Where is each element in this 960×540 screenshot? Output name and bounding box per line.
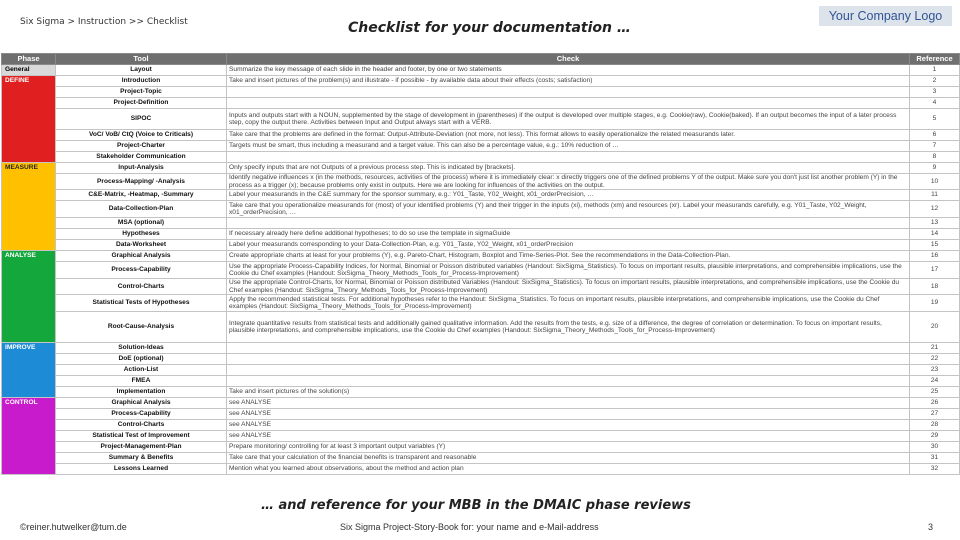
table-row — [2, 431, 960, 442]
tool-cell: Input-Analysis — [56, 163, 227, 174]
tool-cell: Project-Definition — [56, 98, 227, 109]
table-row — [2, 98, 960, 109]
reference-cell: 25 — [910, 387, 960, 398]
check-cell: Label your measurands in the C&E summary for the sponsor summary, e.g.: Y01_Taste, Y02_Weight, x01_orderPrecision, … — [227, 190, 910, 201]
check-cell: Take and insert pictures of the solution(s) — [227, 387, 910, 398]
check-cell: Prepare monitoring/ controlling for at least 3 important output variables (Y) — [227, 442, 910, 453]
reference-cell: 21 — [910, 343, 960, 354]
table-row — [2, 464, 960, 475]
reference-cell: 23 — [910, 365, 960, 376]
tool-cell: Control-Charts — [56, 279, 227, 295]
footer-project-storybook: Six Sigma Project-Story-Book for: your name and e-Mail-address — [340, 522, 599, 532]
tool-cell: C&E-Matrix, -Heatmap, -Summary — [56, 190, 227, 201]
reference-cell: 11 — [910, 190, 960, 201]
table-row — [2, 312, 960, 343]
tool-cell: Project-Charter — [56, 141, 227, 152]
breadcrumb: Six Sigma > Instruction >> Checklist — [20, 17, 188, 27]
tool-cell: Project-Topic — [56, 87, 227, 98]
tool-cell: Solution-Ideas — [56, 343, 227, 354]
check-cell: see ANALYSE — [227, 398, 910, 409]
reference-cell: 2 — [910, 76, 960, 87]
tool-cell: Statistical Tests of Hypotheses — [56, 295, 227, 312]
table-row — [2, 398, 960, 409]
check-cell: Inputs and outputs start with a NOUN, supplemented by the stage of development in (parentheses) if the output is developed over multiple stages, e.g. Cookie(raw), Cookie(baked). If an output becomes the input of a later process step, copy the output there. Activities between Input and Output always start with a VERB. — [227, 109, 910, 130]
reference-cell: 28 — [910, 420, 960, 431]
reference-cell: 9 — [910, 163, 960, 174]
reference-cell: 29 — [910, 431, 960, 442]
tool-cell: Graphical Analysis — [56, 398, 227, 409]
tool-cell: Process-Mapping/ -Analysis — [56, 174, 227, 190]
check-cell: Take care that your calculation of the financial benefits is transparent and reasonable — [227, 453, 910, 464]
column-header-tool: Tool — [56, 54, 227, 65]
phase-label: MEASURE — [2, 163, 56, 251]
table-row — [2, 376, 960, 387]
check-cell — [227, 87, 910, 98]
company-logo: Your Company Logo — [819, 6, 952, 26]
reference-cell: 3 — [910, 87, 960, 98]
reference-cell: 30 — [910, 442, 960, 453]
tool-cell: Control-Charts — [56, 420, 227, 431]
tool-cell: DoE (optional) — [56, 354, 227, 365]
table-row — [2, 65, 960, 76]
check-cell: Summarize the key message of each slide in the header and footer, by one or two statements — [227, 65, 910, 76]
reference-cell: 6 — [910, 130, 960, 141]
table-row — [2, 87, 960, 98]
table-row — [2, 387, 960, 398]
phase-label: General — [2, 65, 56, 76]
checklist-table — [1, 53, 960, 475]
table-row — [2, 190, 960, 201]
check-cell — [227, 152, 910, 163]
footer-email: ©reiner.hutwelker@tum.de — [20, 522, 127, 532]
table-row — [2, 218, 960, 229]
tool-cell: Lessons Learned — [56, 464, 227, 475]
table-row — [2, 365, 960, 376]
reference-cell: 16 — [910, 251, 960, 262]
tool-cell: SIPOC — [56, 109, 227, 130]
check-cell: Use the appropriate Process-Capability Indices, for Normal, Binomial or Poisson distributed variables (Handout: SixSigma_Statistics). To focus on important results, plausible interpretations, and comprehensible implications, use the Cookie du Chef examples (Handout: SixSigma_Theory_Methods_Tools_for_Process-Improvement) — [227, 262, 910, 279]
tool-cell: Stakeholder Communication — [56, 152, 227, 163]
table-row — [2, 420, 960, 431]
reference-cell: 5 — [910, 109, 960, 130]
reference-cell: 32 — [910, 464, 960, 475]
check-cell: Create appropriate charts at least for your problems (Y), e.g. Pareto-Chart, Histogram, Boxplot and Time-Series-Plot. See the recommendations in the Data-Collection-Plan. — [227, 251, 910, 262]
check-cell: Targets must be smart, thus including a measurand and a target value. This can also be a percentage value, e.g.: 10% reduction of … — [227, 141, 910, 152]
column-header-reference: Reference — [910, 54, 960, 65]
table-header-row — [2, 54, 960, 65]
tool-cell: Data-Worksheet — [56, 240, 227, 251]
check-cell: Take care that you operationalize measurands for (most) of your identified problems (Y) and their trigger in the inputs (xi), methods (xm) and resources (xr). Label your measurands carefully, e.g. Y01_Taste, Y02_Weight, x01_orderPrecision, … — [227, 201, 910, 218]
check-cell — [227, 98, 910, 109]
check-cell — [227, 218, 910, 229]
phase-label: IMPROVE — [2, 343, 56, 398]
table-row — [2, 201, 960, 218]
reference-cell: 4 — [910, 98, 960, 109]
table-row — [2, 262, 960, 279]
check-cell: Mention what you learned about observations, about the method and action plan — [227, 464, 910, 475]
tool-cell: Process-Capability — [56, 262, 227, 279]
reference-cell: 22 — [910, 354, 960, 365]
tool-cell: Action-List — [56, 365, 227, 376]
check-cell: Label your measurands corresponding to your Data-Collection-Plan, e.g. Y01_Taste, Y02_Weight, x01_orderPrecision — [227, 240, 910, 251]
reference-cell: 12 — [910, 201, 960, 218]
column-header-check: Check — [227, 54, 910, 65]
table-row — [2, 229, 960, 240]
reference-cell: 1 — [910, 65, 960, 76]
check-cell: see ANALYSE — [227, 409, 910, 420]
subtitle: … and reference for your MBB in the DMAIC phase reviews — [261, 498, 691, 513]
table-row — [2, 109, 960, 130]
tool-cell: Project-Management-Plan — [56, 442, 227, 453]
table-row — [2, 354, 960, 365]
reference-cell: 19 — [910, 295, 960, 312]
table-row — [2, 130, 960, 141]
table-row — [2, 409, 960, 420]
phase-label: DEFINE — [2, 76, 56, 163]
table-row — [2, 163, 960, 174]
check-cell: Take care that the problems are defined in the format: Output-Attribute-Deviation (not more, not less). This format allows to easily operationalize the related measurands later. — [227, 130, 910, 141]
check-cell: Use the appropriate Control-Charts, for Normal, Binomial or Poisson distributed Variables (Handout: SixSigma_Statistics). To focus on important results, plausible interpretations, and comprehensible implications, use the Cookie du Chef examples (Handout: SixSigma_Theory_Methods_Tools_for_Process-Improvement) — [227, 279, 910, 295]
table-row — [2, 240, 960, 251]
check-cell — [227, 343, 910, 354]
reference-cell: 10 — [910, 174, 960, 190]
table-row — [2, 76, 960, 87]
check-cell: Only specify inputs that are not Outputs of a previous process step. This is indicated by [brackets]. — [227, 163, 910, 174]
check-cell: see ANALYSE — [227, 431, 910, 442]
check-cell: see ANALYSE — [227, 420, 910, 431]
reference-cell: 24 — [910, 376, 960, 387]
check-cell: Take and insert pictures of the problem(s) and illustrate - if possible - by available data about their effects (costs; satisfaction) — [227, 76, 910, 87]
page-title: Checklist for your documentation … — [348, 20, 631, 36]
check-cell — [227, 376, 910, 387]
tool-cell: Summary & Benefits — [56, 453, 227, 464]
table-row — [2, 251, 960, 262]
table-row — [2, 442, 960, 453]
reference-cell: 31 — [910, 453, 960, 464]
table-row — [2, 295, 960, 312]
table-row — [2, 174, 960, 190]
table-row — [2, 343, 960, 354]
checklist-body — [2, 65, 960, 475]
reference-cell: 18 — [910, 279, 960, 295]
page-number: 3 — [928, 522, 934, 532]
tool-cell: Introduction — [56, 76, 227, 87]
phase-label: CONTROL — [2, 398, 56, 475]
reference-cell: 14 — [910, 229, 960, 240]
check-cell: If necessary already here define additional hypotheses; to do so use the template in sigmaGuide — [227, 229, 910, 240]
tool-cell: Data-Collection-Plan — [56, 201, 227, 218]
check-cell: Apply the recommended statistical tests. For additional hypotheses refer to the Handout: SixSigma_Statistics. To focus on important results, plausible interpretations, and comprehensible implications, use the Cookie du Chef examples (Handout: SixSigma_Theory_Methods_Tools_for_Process-Improvement) — [227, 295, 910, 312]
tool-cell: FMEA — [56, 376, 227, 387]
tool-cell: VoC/ VoB/ CtQ (Voice to Criticals) — [56, 130, 227, 141]
reference-cell: 15 — [910, 240, 960, 251]
tool-cell: Statistical Test of Improvement — [56, 431, 227, 442]
reference-cell: 20 — [910, 312, 960, 343]
table-row — [2, 152, 960, 163]
table-row — [2, 453, 960, 464]
reference-cell: 17 — [910, 262, 960, 279]
table-row — [2, 141, 960, 152]
reference-cell: 27 — [910, 409, 960, 420]
check-cell — [227, 365, 910, 376]
tool-cell: Implementation — [56, 387, 227, 398]
reference-cell: 13 — [910, 218, 960, 229]
tool-cell: MSA (optional) — [56, 218, 227, 229]
tool-cell: Root-Cause-Analysis — [56, 312, 227, 343]
reference-cell: 7 — [910, 141, 960, 152]
column-header-phase: Phase — [2, 54, 56, 65]
reference-cell: 8 — [910, 152, 960, 163]
check-cell: Integrate quantitative results from statistical tests and additionally gained qualitative information. Add the results from the tests, e.g. size of a difference, the degree of correlation or determination. To focus on important results, plausible interpretations, and comprehensible implications, use the Cookie du Chef examples (Handout: SixSigma_Theory_Methods_Tools_for_Process-Improvement) — [227, 312, 910, 343]
phase-label: ANALYSE — [2, 251, 56, 343]
check-cell — [227, 354, 910, 365]
tool-cell: Process-Capability — [56, 409, 227, 420]
tool-cell: Layout — [56, 65, 227, 76]
tool-cell: Hypotheses — [56, 229, 227, 240]
reference-cell: 26 — [910, 398, 960, 409]
check-cell: Identify negative influences x (in the methods, resources, activities of the process) where it is immediately clear: x directly triggers one of the defined problems Y of the output. Make sure you don't just list another problem (Y) in the process as a trigger (x); because problems only exist in outputs. Here we are looking for influences of the activities on the output. — [227, 174, 910, 190]
table-row — [2, 279, 960, 295]
tool-cell: Graphical Analysis — [56, 251, 227, 262]
